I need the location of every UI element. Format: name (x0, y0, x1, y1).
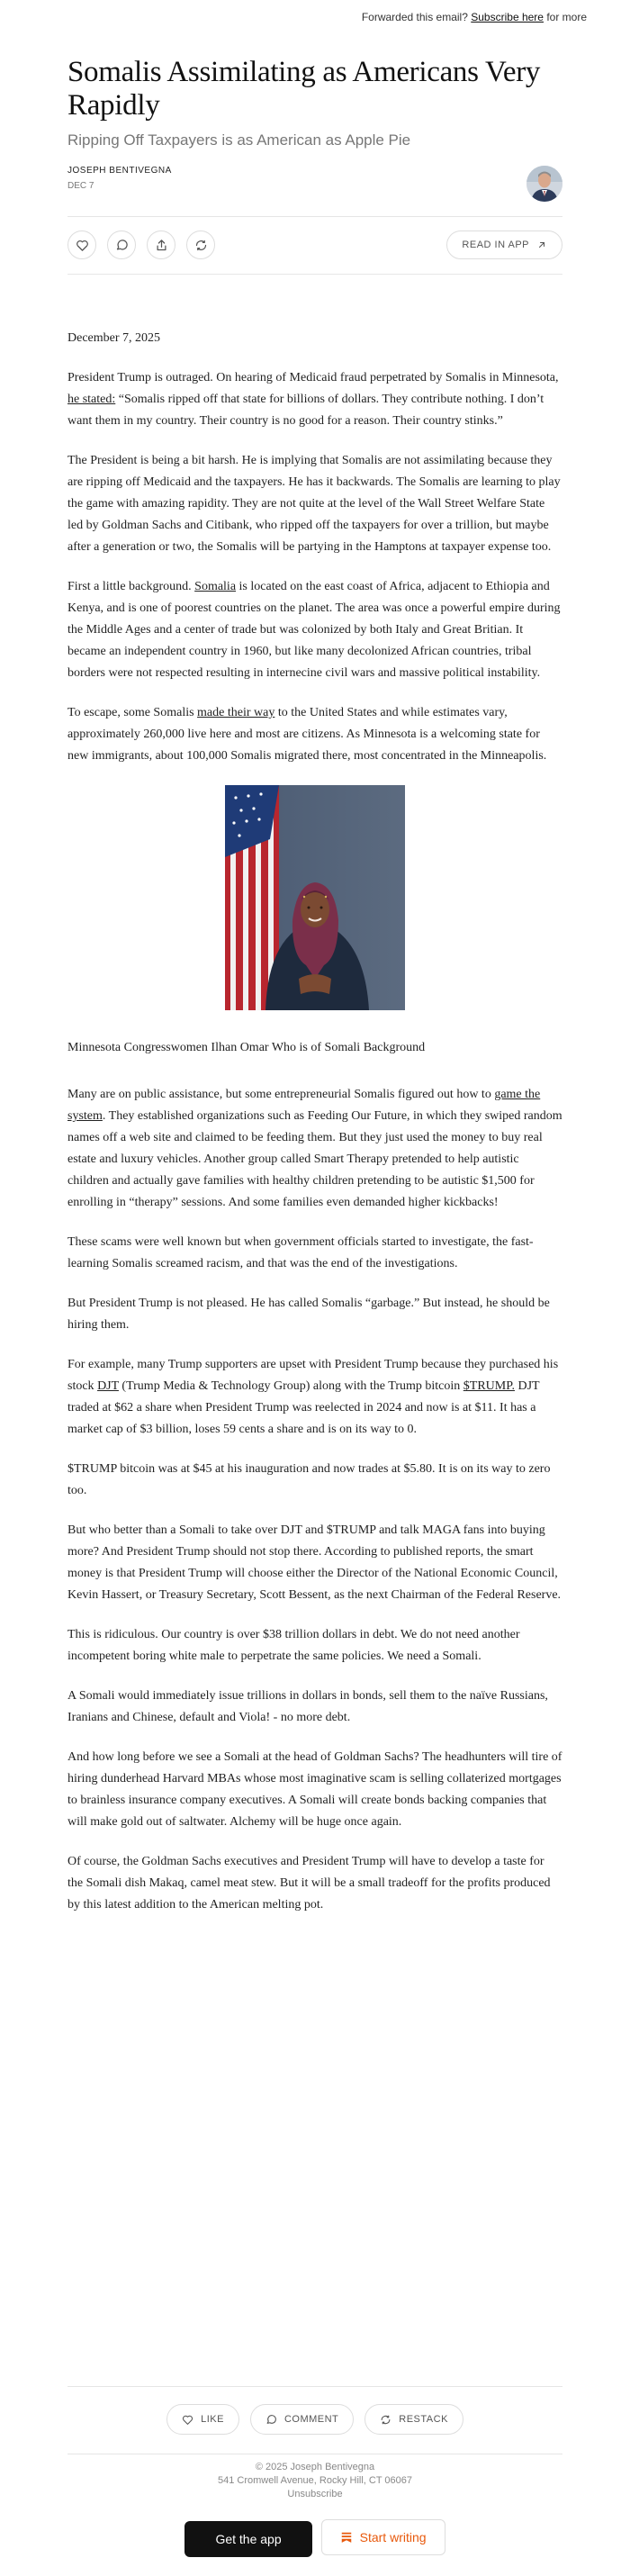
congresswoman-photo[interactable] (225, 785, 405, 1010)
avatar[interactable] (526, 166, 562, 202)
restack-label: RESTACK (399, 2414, 448, 2425)
trump-coin-link[interactable]: $TRUMP. (463, 1379, 515, 1393)
paragraph-5: Many are on public assistance, but some entrepreneurial Somalis figured out how to game the system. They established organizations such as Feeding Our Future, in which they swiped random names off a web site and claimed to be feeding them. But they just used the money to buy real estate and luxury vehicles. Another group called Smart Therapy pretended to help autistic children and actually gave families with healthy children pretending to be autistic $1,500 for enrolling in “therapy” sessions. And some families even demanded higher kickbacks! (68, 1088, 562, 1209)
restack-button[interactable] (186, 230, 215, 259)
author-name[interactable]: JOSEPH BENTIVEGNA (68, 166, 172, 176)
he-stated-link[interactable]: he stated: (68, 393, 116, 406)
comment-icon (266, 2414, 277, 2426)
post-header (68, 56, 562, 149)
forward-prefix: Forwarded this email? (361, 11, 468, 23)
made-their-way-link[interactable]: made their way (197, 706, 275, 719)
paragraph-14: Of course, the Goldman Sachs executives and President Trump will have to develop a taste for the Somali dish Makaq, camel meat stew. But it will be a small tradeoff for the profits produced by this latest addition to the American melting pot. (68, 1855, 551, 1912)
paragraph-2: The President is being a bit harsh. He is implying that Somalis are not assimilating because they are ripping off Medicaid and the taxpayers. He has it backwards. The Somalis are learning to play the game with amazing rapidity. They are not quite at the level of the Wall Street Welfare State led by Goldman Sachs and Citibank, who ripped off the taxpayers for over a trillion, but maybe after a generation or two, the Somalis will be partying in the Hamptons at taxpayer expense too. (68, 454, 561, 554)
paragraph-4: To escape, some Somalis made their way to the United States and while estimates vary, approximately 260,000 live here and most are citizens. As Minnesota is a welcoming state for new immigrants, about 100,000 Somalis migrated there, most concentrated in the Minneapolis. (68, 706, 547, 763)
paragraph-11: This is ridiculous. Our country is over $38 trillion dollars in debt. We do not need another incompetent boring white male to perpetrate the same policies. We need a Somali. (68, 1628, 520, 1663)
divider-mid (68, 274, 562, 275)
paragraph-12: A Somali would immediately issue trillions in dollars in bonds, sell them to the naïve Russians, Iranians and Chinese, default and Viola! - no more debt. (68, 1689, 548, 1724)
somalia-link[interactable]: Somalia (194, 580, 237, 593)
restack-icon (380, 2414, 392, 2426)
bottom-action-bar (0, 2404, 630, 2435)
post-title[interactable]: Somalis Assimilating as Americans Very Rapidly (68, 56, 541, 122)
game-the-system-link[interactable]: game the system (68, 1088, 541, 1123)
comment-label: COMMENT (284, 2414, 339, 2425)
divider-top (68, 216, 562, 217)
arrow-up-right-icon (536, 240, 547, 250)
post-subtitle: Ripping Off Taxpayers is as American as Apple Pie (68, 131, 411, 149)
restack-icon (194, 239, 208, 252)
read-in-app-label: READ IN APP (462, 240, 529, 250)
footer-copyright: © 2025 Joseph Bentivegna (255, 2462, 375, 2472)
start-writing-label: Start writing (359, 2530, 427, 2544)
paragraph-3: First a little background. Somalia is located on the east coast of Africa, adjacent to Ethiopia and Kenya, and is one of poorest countries on the planet. The area was once a powerful empire during the Middle Ages and a center of trade but was colonized by both Italy and Great Britian. It became an independent country in 1960, but like many decolonized African countries, tribal borders were not respected resulting in internecine civil wars and massive political instability. (68, 580, 561, 680)
heart-icon (76, 239, 89, 252)
restack-pill-button[interactable] (364, 2404, 464, 2435)
get-the-app-button[interactable]: Get the app (184, 2521, 311, 2557)
post-date: DEC 7 (68, 181, 94, 191)
comment-pill-button[interactable] (250, 2404, 354, 2435)
paragraph-7: But President Trump is not pleased. He has called Somalis “garbage.” But instead, he should be hiring them. (68, 1297, 550, 1332)
forward-suffix: for more (546, 11, 587, 23)
substack-logo-icon (340, 2531, 353, 2544)
action-bar (68, 230, 562, 259)
like-button[interactable] (68, 230, 96, 259)
paragraph-1: President Trump is outraged. On hearing of Medicaid fraud perpetrated by Somalis in Minnesota, he stated: “Somalis ripped off that state for billions of dollars. They contribute nothing. I don’t want them in my country. Their country is no good for a reason. Their country stinks.” (68, 371, 559, 428)
footer-address: 541 Cromwell Avenue, Rocky Hill, CT 06067 (217, 2475, 413, 2486)
paragraph-8: For example, many Trump supporters are upset with President Trump because they purchased his stock DJT (Trump Media & Technology Group) along with the Trump bitcoin $TRUMP. DJT traded at $62 a share when President Trump was reelected in 2024 and now is at $11. It has a market cap of $3 billion, loses 59 cents a share and is on its way to 0. (68, 1358, 559, 1436)
figure-caption: Minnesota Congresswomen Ilhan Omar Who is of Somali Background (68, 1041, 426, 1054)
article-figure (68, 785, 562, 1010)
article-dateline: December 7, 2025 (68, 331, 161, 345)
comment-icon (115, 239, 129, 252)
share-icon (155, 239, 168, 252)
footer (0, 2461, 630, 2501)
heart-icon (182, 2414, 194, 2426)
start-writing-button[interactable] (321, 2519, 446, 2555)
comment-button[interactable] (107, 230, 136, 259)
unsubscribe-link[interactable]: Unsubscribe (287, 2489, 343, 2499)
paragraph-9: $TRUMP bitcoin was at $45 at his inauguration and now trades at $5.80. It is on its way to zero too. (68, 1462, 551, 1497)
article-body (68, 328, 562, 1934)
djt-link[interactable]: DJT (97, 1379, 119, 1393)
paragraph-10: But who better than a Somali to take over DJT and $TRUMP and talk MAGA fans into buying more? And President Trump should not stop there. According to published reports, the smart money is that President Trump will choose either the Director of the National Economic Council, Kevin Hassert, or Treasury Secretary, Scott Bessent, as the next Chairman of the Federal Reserve. (68, 1523, 562, 1602)
paragraph-6: These scams were well known but when government officials started to investigate, the fast-learning Somalis screamed racism, and that was the end of the investigations. (68, 1235, 534, 1270)
like-label: LIKE (201, 2414, 224, 2425)
read-in-app-button[interactable] (446, 230, 562, 259)
subscribe-link[interactable]: Subscribe here (471, 11, 544, 23)
like-pill-button[interactable] (166, 2404, 239, 2435)
forward-banner (362, 11, 587, 23)
footer-cta (0, 2519, 630, 2557)
divider-bottom (68, 2386, 562, 2387)
share-button[interactable] (147, 230, 176, 259)
byline (68, 166, 562, 205)
paragraph-13: And how long before we see a Somali at the head of Goldman Sachs? The headhunters will tire of hiring dunderhead Harvard MBAs whose most imaginative scam is selling collaterized mortgages to brainless insurance company executives. A Somali will create bonds backing companies that will make gold out of saltwater. Alchemy will be huge once again. (68, 1750, 562, 1829)
